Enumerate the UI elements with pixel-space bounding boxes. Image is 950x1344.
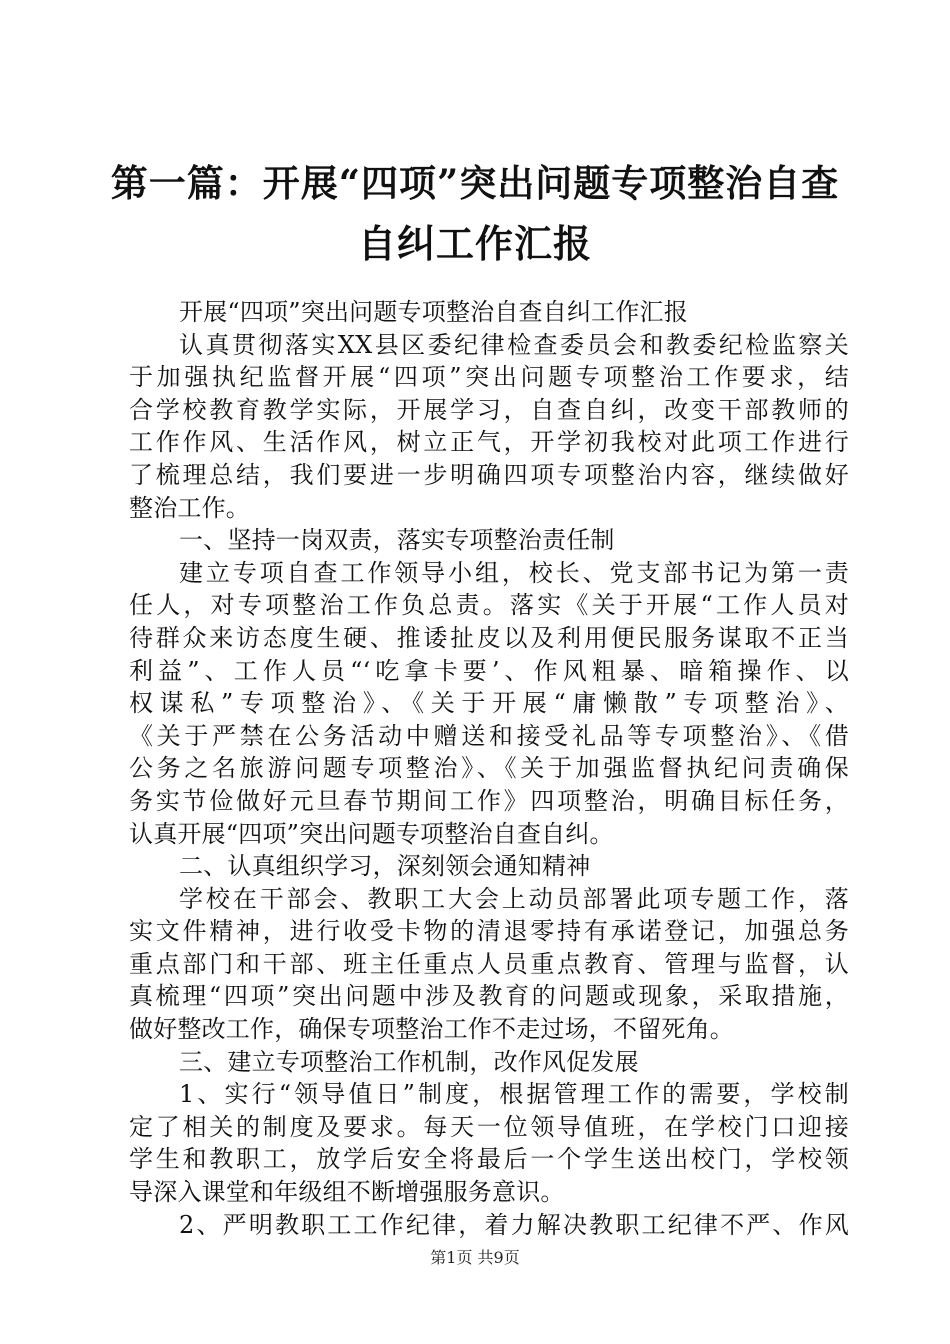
body-text-line: 真梳理“四项”突出问题中涉及教育的问题或现象，采取措施， [129,982,849,1011]
body-text-line: 利益”、工作人员“‘吃拿卡要’、作风粗暴、暗箱操作、以 [129,656,849,685]
body-text-line: 整治工作。 [129,493,250,522]
body-text-line: 开展“四项”突出问题专项整治自查自纠工作汇报 [179,298,688,326]
body-text-line: 务实节俭做好元旦春节期间工作》四项整治，明确目标任务， [129,786,849,815]
body-text-line: 《关于严禁在公务活动中赠送和接受礼品等专项整治》、《借 [129,721,849,750]
body-text-line: 学校在干部会、教职工大会上动员部署此项专题工作，落 [179,884,849,913]
body-text-line: 实文件精神，进行收受卡物的清退零持有承诺登记，加强总务 [129,917,849,946]
document-title-line-2: 自纠工作汇报 [357,221,592,266]
document-body [129,296,849,1241]
body-text-line: 一、坚持一岗双责，落实专项整治责任制 [179,526,615,555]
body-text-line: 建立专项自查工作领导小组，校长、党支部书记为第一责 [179,558,849,587]
body-text-line: 学生和教职工，放学后安全将最后一个学生送出校门，学校领 [129,1145,849,1174]
body-text-line: 待群众来访态度生硬、推诿扯皮以及利用便民服务谋取不正当 [129,623,849,652]
body-text-line: 定了相关的制度及要求。每天一位领导值班，在学校门口迎接 [129,1112,849,1141]
body-text-line: 重点部门和干部、班主任重点人员重点教育、管理与监督，认 [129,949,849,978]
body-text-line: 合学校教育教学实际，开展学习，自查自纠，改变干部教师的 [129,395,849,424]
body-text-line: 二、认真组织学习，深刻领会通知精神 [179,852,591,881]
body-text-line: 了梳理总结，我们要进一步明确四项专项整治内容，继续做好 [129,460,849,489]
body-text-line: 2、严明教职工工作纪律，着力解决教职工纪律不严、作风 [179,1210,849,1239]
body-text-line: 认真贯彻落实XX县区委纪律检查委员会和教委纪检监察关 [179,330,849,359]
body-text-line: 权谋私”专项整治》、《关于开展“庸懒散”专项整治》、 [129,689,849,718]
body-text-line: 认真开展“四项”突出问题专项整治自查自纠。 [129,819,614,848]
page-footer: 第1页 共9页 [430,1248,520,1267]
body-text-line: 任人，对专项整治工作负总责。落实《关于开展“工作人员对 [129,591,849,620]
body-text-line: 公务之名旅游问题专项整治》、《关于加强监督执纪问责确保 [129,754,849,783]
document-title-line-1: 第一篇：开展“四项”突出问题专项整治自查 [110,161,840,205]
body-text-line: 1、实行“领导值日”制度，根据管理工作的需要，学校制 [179,1080,849,1109]
body-text-line: 三、建立专项整治工作机制，改作风促发展 [179,1047,639,1076]
body-text-line: 做好整改工作，确保专项整治工作不走过场，不留死角。 [129,1015,734,1044]
body-text-line: 导深入课堂和年级组不断增强服务意识。 [129,1178,565,1207]
body-text-line: 于加强执纪监督开展“四项”突出问题专项整治工作要求，结 [129,363,849,392]
body-text-line: 工作作风、生活作风，树立正气，开学初我校对此项工作进行 [129,428,849,457]
